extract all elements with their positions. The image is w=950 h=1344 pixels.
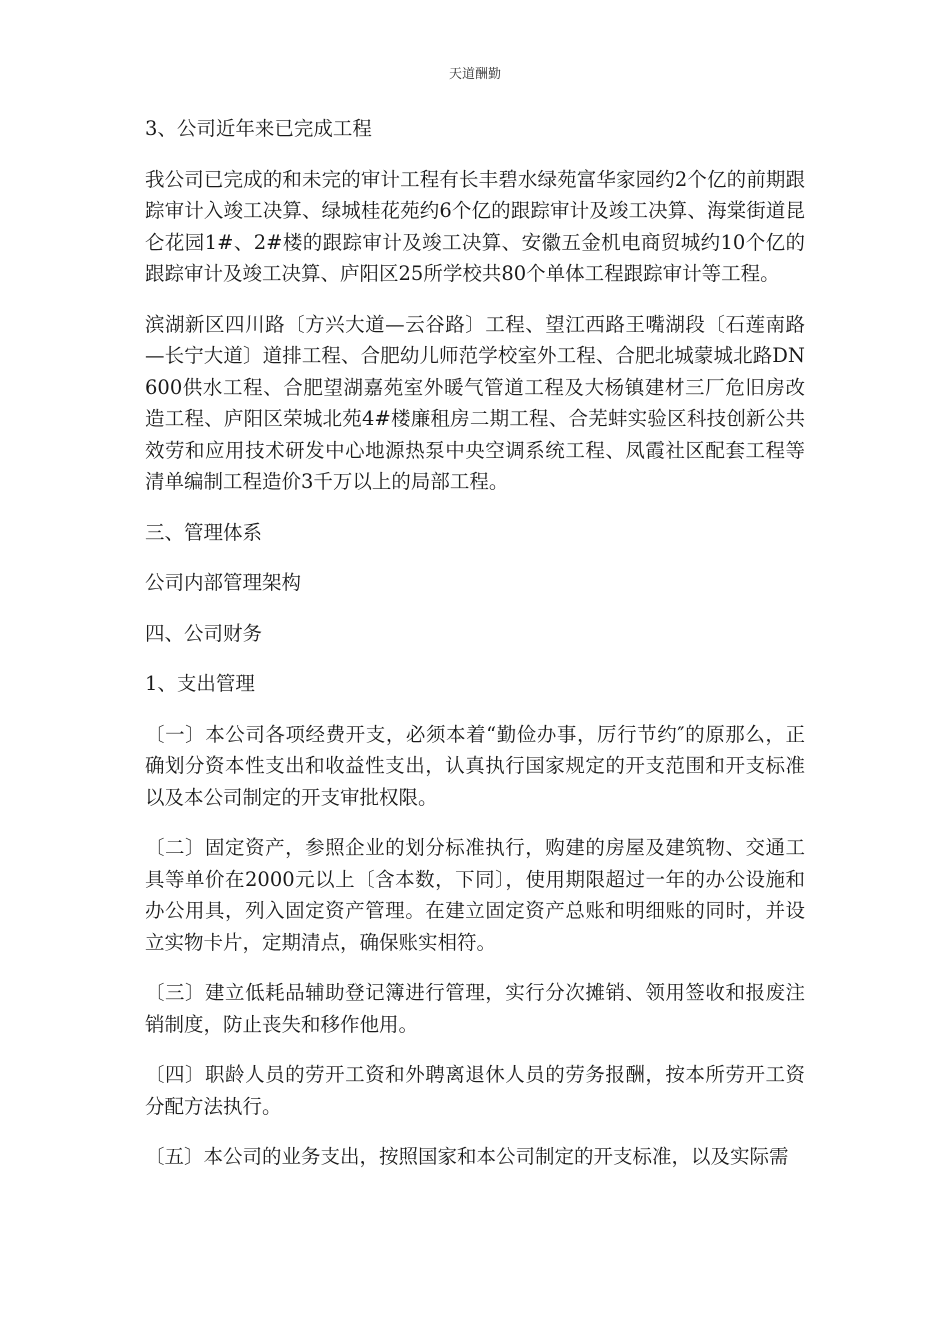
heading-company-finance: 四、公司财务 [145,621,263,645]
subheading-internal-structure: 公司内部管理架构 [145,571,302,594]
paragraph-bill-preparation-projects: 滨湖新区四川路〔方兴大道—云谷路〕工程、望江西路王嘴湖段〔石莲南路—长宁大道〕道排工程、合肥幼儿师范学校室外工程、合肥北城蒙城北路DN600供水工程、合肥望湖嘉苑室外暖气管道工程及大杨镇建材三厂危旧房改造工程、庐阳区荣城北苑4#楼廉租房二期工程、合芜蚌实验区科技创新公共效劳和应用技术研发中心地源热泵中央空调系统工程、凤霞社区配套工程等清单编制工程造价3千万以上的局部工程。 [145,312,805,493]
clause-4-wages: 〔四〕职龄人员的劳开工资和外聘离退休人员的劳务报酬，按本所劳开工资分配方法执行。 [145,1063,805,1118]
clause-5-business-expenditure: 〔五〕本公司的业务支出，按照国家和本公司制定的开支标准，以及实际需 [145,1145,789,1168]
heading-completed-projects: 3、公司近年来已完成工程 [145,117,372,140]
heading-management-system: 三、管理体系 [145,520,263,544]
clause-3-low-value-consumables: 〔三〕建立低耗品辅助登记簿进行管理，实行分次摊销、领用签收和报废注销制度，防止丧失和移作他用。 [145,981,805,1036]
paragraph-audit-projects: 我公司已完成的和未完的审计工程有长丰碧水绿苑富华家园约2个亿的前期跟踪审计入竣工决算、绿城桂花苑约6个亿的跟踪审计及竣工决算、海棠街道昆仑花园1#、2#楼的跟踪审计及竣工决算、安徽五金机电商贸城约10个亿的跟踪审计及竣工决算、庐阳区25所学校共80个单体工程跟踪审计等工程。 [145,167,805,285]
clause-1-expense-principles: 〔一〕本公司各项经费开支，必须本着“勤俭办事，厉行节约″的原那么，正确划分资本性支出和收益性支出，认真执行国家规定的开支范围和开支标准以及本公司制定的开支审批权限。 [145,722,805,809]
clause-2-fixed-assets: 〔二〕固定资产，参照企业的划分标准执行，购建的房屋及建筑物、交通工具等单价在2000元以上〔含本数，下同〕，使用期限超过一年的办公设施和办公用具，列入固定资产管理。在建立固定资产总账和明细账的同时，并设立实物卡片，定期清点，确保账实相符。 [145,836,805,954]
running-header: 天道酬勤 [448,67,501,82]
document-body [145,113,805,1192]
subheading-expenditure-management: 1、支出管理 [145,672,255,695]
